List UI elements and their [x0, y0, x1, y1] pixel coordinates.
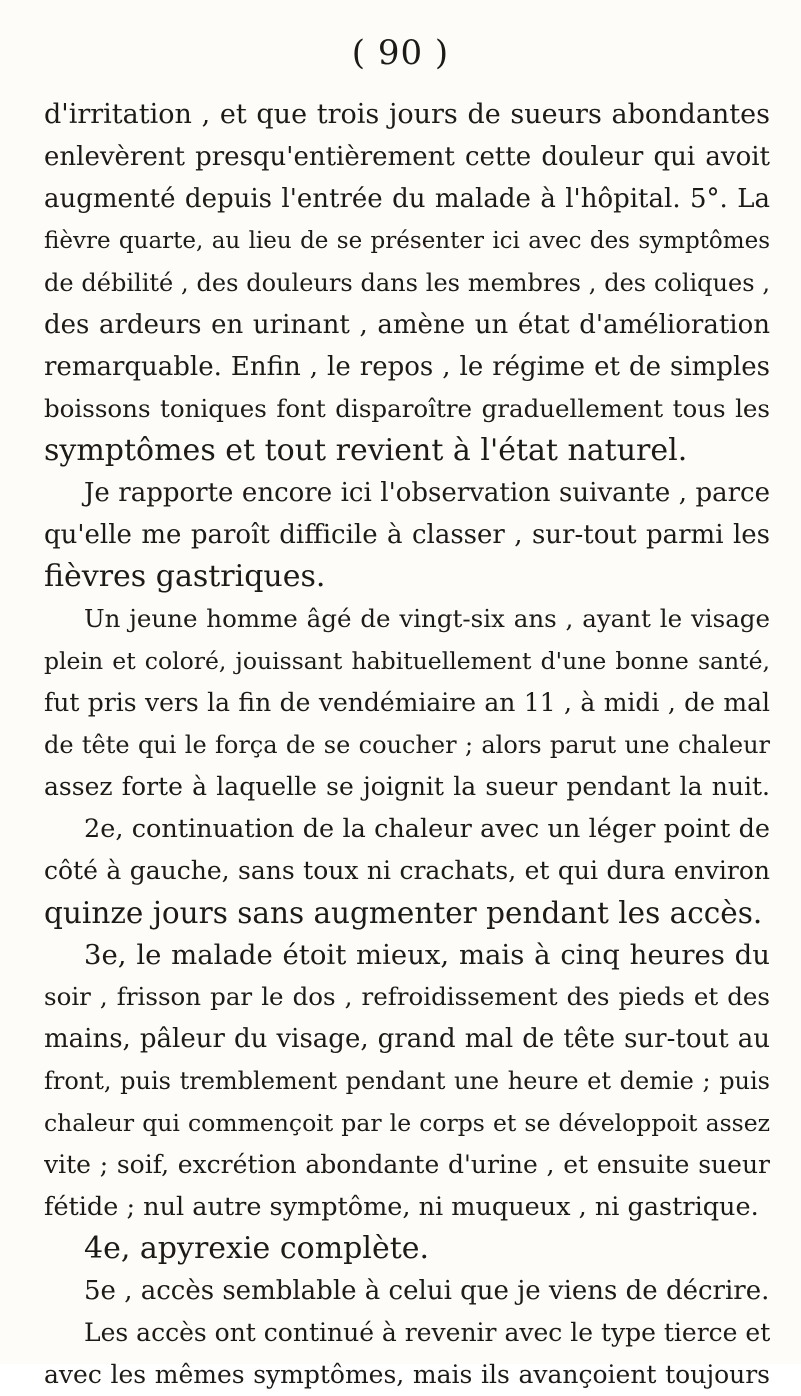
text-line: côté à gauche, sans toux ni crachats, et qui dura environ — [44, 856, 770, 885]
text-line: chaleur qui commençoit par le corps et se développoit assez — [44, 1109, 770, 1137]
text-line: boissons toniques font disparoître graduellement tous les — [44, 394, 770, 423]
text-line: plein et coloré, jouissant habituellement d'une bonne santé, — [44, 647, 770, 675]
text-line: de débilité , des douleurs dans les membres , des coliques , — [44, 269, 770, 297]
text-line: fièvre quarte, au lieu de se présenter ici avec des symptômes — [44, 228, 770, 254]
text-line: augmenté depuis l'entrée du malade à l'hôpital. 5°. La — [44, 184, 770, 214]
text-line: vite ; soif, excrétion abondante d'urine , et ensuite sueur — [44, 1150, 770, 1179]
text-line: Un jeune homme âgé de vingt-six ans , ayant le visage — [84, 604, 770, 633]
text-line: 3e, le malade étoit mieux, mais à cinq heures du — [84, 939, 770, 971]
text-line: Je rapporte encore ici l'observation suivante , parce — [84, 478, 770, 508]
text-line: d'irritation , et que trois jours de sueurs abondantes — [44, 99, 770, 130]
text-line: 5e , accès semblable à celui que je viens de décrire. — [84, 1276, 770, 1306]
text-line: fétide ; nul autre symptôme, ni muqueux , ni gastrique. — [44, 1192, 759, 1222]
text-line: fut pris vers la fin de vendémiaire an 11 , à midi , de mal — [44, 688, 770, 717]
text-line: soir , frisson par le dos , refroidissement des pieds et des — [44, 982, 770, 1011]
text-line: avec les mêmes symptômes, mais ils avançoient toujours — [44, 1360, 770, 1389]
body-text — [44, 94, 770, 1396]
text-line: symptômes et tout revient à l'état naturel. — [44, 433, 688, 468]
text-line: 2e, continuation de la chaleur avec un léger point de — [84, 814, 770, 844]
text-line: mains, pâleur du visage, grand mal de tête sur-tout au — [44, 1024, 770, 1054]
text-line: fièvres gastriques. — [44, 559, 326, 594]
text-line: des ardeurs en urinant , amène un état d'amélioration — [44, 310, 770, 340]
text-line: quinze jours sans augmenter pendant les accès. — [44, 896, 763, 930]
text-line: de tête qui le força de se coucher ; alors parut une chaleur — [44, 731, 770, 759]
text-line: Les accès ont continué à revenir avec le type tierce et — [84, 1318, 770, 1347]
text-line: remarquable. Enfin , le repos , le régime et de simples — [44, 352, 770, 382]
text-line: qu'elle me paroît difficile à classer , sur-tout parmi les — [44, 520, 770, 550]
text-line: front, puis tremblement pendant une heure et demie ; puis — [44, 1067, 770, 1095]
text-line: 4e, apyrexie complète. — [84, 1231, 430, 1266]
page-number: ( 90 ) — [351, 33, 450, 73]
text-line: enlevèrent presqu'entièrement cette douleur qui avoit — [44, 142, 770, 172]
text-line: assez forte à laquelle se joignit la sueur pendant la nuit. — [44, 772, 770, 801]
